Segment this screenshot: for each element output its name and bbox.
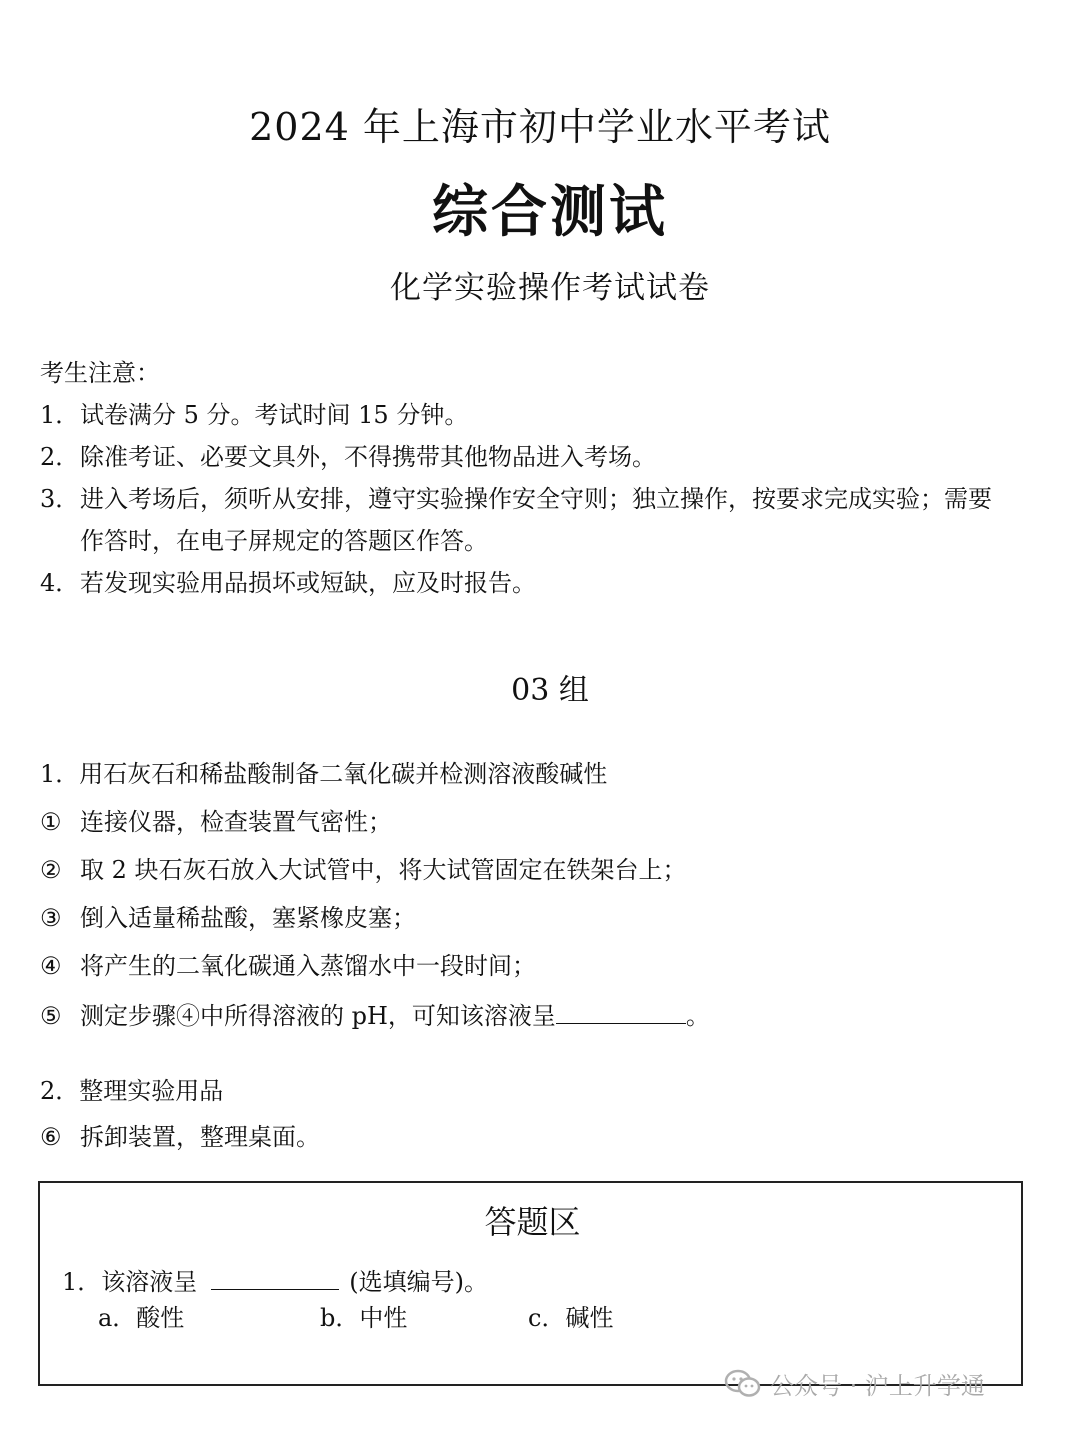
answer-option-c[interactable]: c．碱性	[528, 1304, 614, 1332]
step-marker: ①	[40, 808, 62, 836]
step-marker: ③	[40, 904, 62, 932]
exam-subtitle: 综合测试	[432, 180, 668, 245]
task1-heading: 1．用石灰石和稀盐酸制备二氧化碳并检测溶液酸碱性	[40, 760, 608, 788]
answer-question	[62, 1265, 488, 1297]
answer-area	[38, 1181, 1023, 1386]
answer-question-text: 该溶液呈	[101, 1268, 198, 1296]
notice-item	[40, 442, 656, 472]
watermark-text: 公众号 · 沪上升学通	[770, 1372, 985, 1400]
notice-item-number: 3．	[40, 485, 80, 513]
step-text: 倒入适量稀盐酸，塞紧橡皮塞；	[80, 904, 416, 932]
answer-question-hint: (选填编号)。	[349, 1268, 489, 1296]
step-text: 测定步骤④中所得溶液的 pH，可知该溶液呈	[80, 1002, 556, 1030]
notice-item-text: 除准考证、必要文具外，不得携带其他物品进入考场。	[80, 443, 656, 471]
step-text: 拆卸装置，整理桌面。	[80, 1123, 320, 1151]
step-item	[40, 999, 710, 1031]
notice-item-continuation: 作答时，在电子屏规定的答题区作答。	[80, 527, 488, 555]
answer-blank[interactable]	[211, 1265, 339, 1290]
step-marker: ⑤	[40, 1002, 62, 1030]
answer-area-title: 答题区	[484, 1203, 581, 1241]
exam-title: 2024 年上海市初中学业水平考试	[249, 105, 831, 149]
wechat-icon	[724, 1369, 762, 1399]
notice-item	[40, 400, 468, 430]
step-item	[40, 1122, 320, 1152]
step-item	[40, 903, 416, 933]
notice-item-text: 进入考场后，须听从安排，遵守实验操作安全守则；独立操作，按要求完成实验；需要	[80, 485, 992, 513]
task2-heading: 2．整理实验用品	[40, 1077, 224, 1105]
group-title: 03 组	[511, 673, 589, 708]
step-end-punct: 。	[685, 1002, 710, 1030]
notice-item-number: 2．	[40, 443, 80, 471]
step-text: 取 2 块石灰石放入大试管中，将大试管固定在铁架台上；	[80, 856, 687, 884]
step-text: 连接仪器，检查装置气密性；	[80, 808, 392, 836]
notice-item-text: 试卷满分 5 分。考试时间 15 分钟。	[80, 401, 469, 429]
step-marker: ②	[40, 856, 62, 884]
notice-heading: 考生注意：	[40, 359, 160, 387]
step-item	[40, 855, 687, 885]
fill-blank	[556, 999, 686, 1024]
watermark	[724, 1366, 985, 1401]
notice-item-number: 1．	[40, 401, 80, 429]
answer-option-b[interactable]: b．中性	[320, 1304, 408, 1332]
paper-name: 化学实验操作考试试卷	[390, 270, 710, 306]
step-item	[40, 951, 536, 981]
answer-question-number: 1．	[62, 1268, 102, 1296]
step-item	[40, 807, 392, 837]
notice-item-number: 4．	[40, 569, 80, 597]
step-marker: ④	[40, 952, 62, 980]
step-marker: ⑥	[40, 1123, 62, 1151]
notice-item	[40, 568, 536, 598]
step-text: 将产生的二氧化碳通入蒸馏水中一段时间；	[80, 952, 536, 980]
notice-item-text: 若发现实验用品损坏或短缺，应及时报告。	[80, 569, 536, 597]
answer-option-a[interactable]: a．酸性	[98, 1304, 185, 1332]
notice-item	[40, 484, 992, 514]
